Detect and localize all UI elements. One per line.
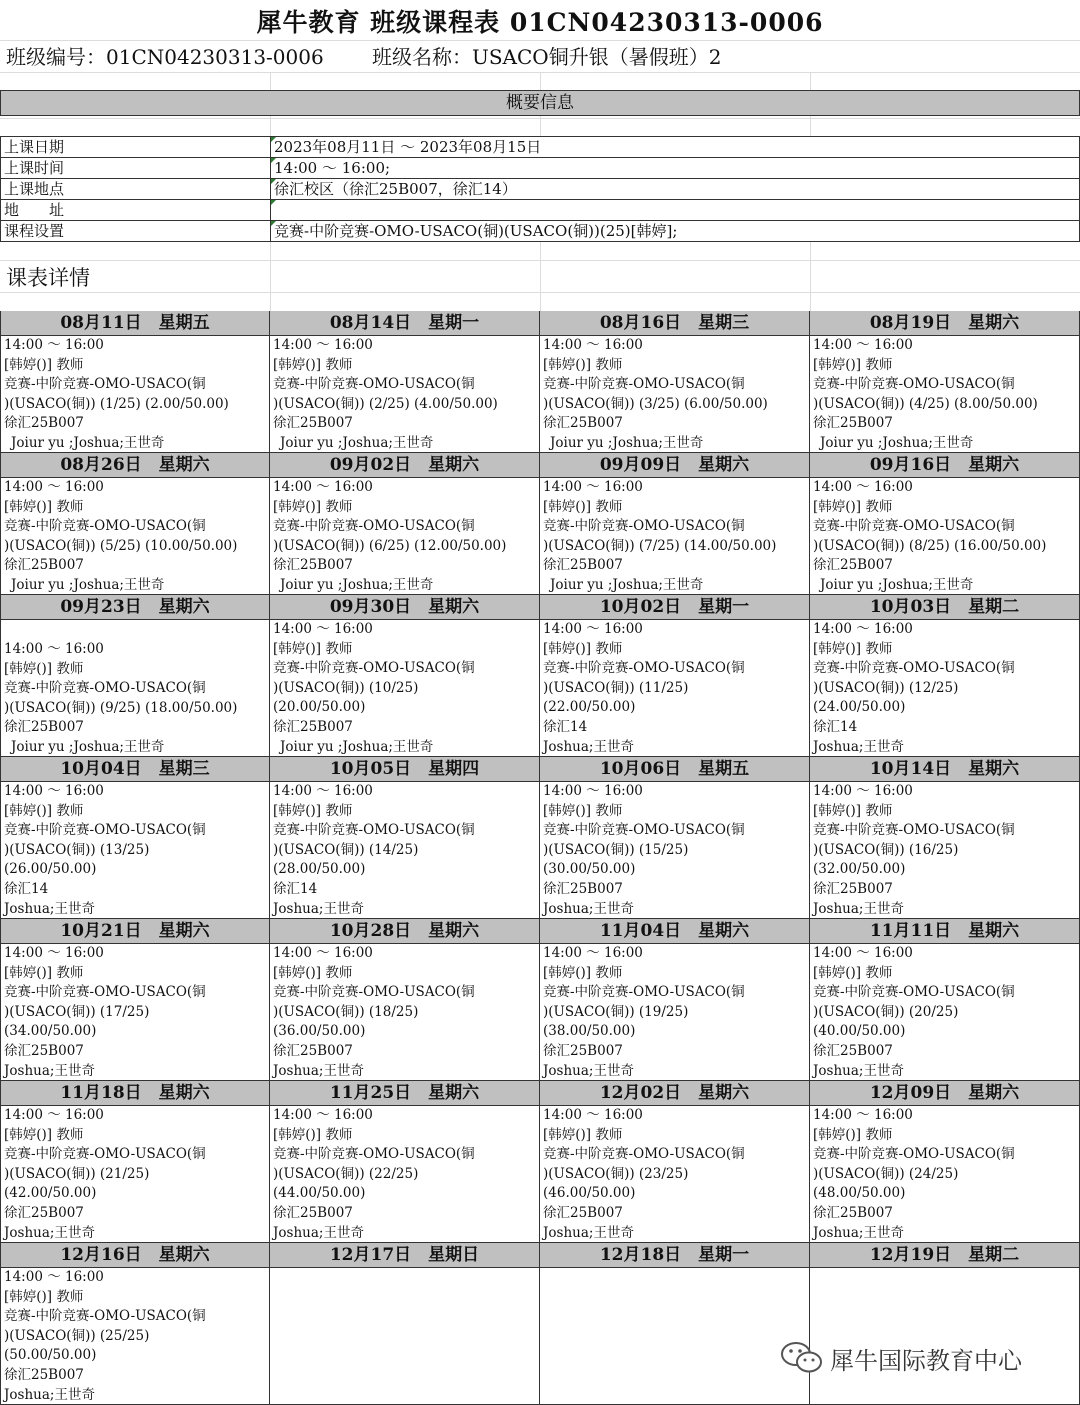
- info-row-course: [1, 221, 1079, 242]
- session-line: [韩婷()] 教师: [4, 1288, 84, 1305]
- session-line: [韩婷()] 教师: [543, 802, 623, 819]
- session-cell: [540, 311, 810, 453]
- session-line: 14:00 ～ 16:00: [273, 783, 373, 799]
- session-line: Joshua;王世奇: [813, 738, 904, 755]
- session-date: 11月11日 星期六: [810, 919, 1079, 944]
- session-line: 徐汇25B007: [4, 1042, 84, 1059]
- session-date: 10月04日 星期三: [1, 757, 269, 782]
- session-details: [813, 478, 1079, 595]
- session-line: )(USACO(铜)) (7/25) (14.00/50.00): [543, 537, 777, 554]
- session-line: 徐汇25B007: [4, 719, 84, 736]
- session-line: )(USACO(铜)) (15/25): [543, 841, 689, 858]
- schedule-grid: [0, 311, 1080, 1405]
- info-value: 14:00 ～ 16:00;: [274, 159, 391, 177]
- session-cell: [0, 1243, 270, 1405]
- session-line: 竞赛-中阶竞赛-OMO-USACO(铜: [543, 822, 745, 839]
- session-details: [273, 620, 539, 757]
- session-line: 14:00 ～ 16:00: [543, 621, 643, 637]
- session-line: 14:00 ～ 16:00: [273, 621, 373, 637]
- session-line: Joiur yu ;Joshua;王世奇: [280, 434, 434, 451]
- session-line: 14:00 ～ 16:00: [273, 1107, 373, 1123]
- session-details: [4, 1268, 269, 1405]
- session-date: 09月30日 星期六: [270, 595, 539, 620]
- info-label: 课程设置: [4, 222, 65, 240]
- session-line: (38.00/50.00): [543, 1023, 636, 1040]
- session-details: [813, 336, 1079, 453]
- session-line: [韩婷()] 教师: [813, 964, 893, 981]
- session-line: [韩婷()] 教师: [273, 964, 353, 981]
- session-line: 14:00 ～ 16:00: [4, 641, 104, 657]
- session-line: )(USACO(铜)) (2/25) (4.00/50.00): [273, 395, 498, 412]
- session-line: )(USACO(铜)) (1/25) (2.00/50.00): [4, 395, 229, 412]
- class-name: 班级名称：USACO铜升银（暑假班）2: [372, 45, 722, 69]
- session-line: 徐汇25B007: [543, 1204, 623, 1221]
- session-line: [韩婷()] 教师: [813, 802, 893, 819]
- session-line: 14:00 ～ 16:00: [4, 945, 104, 961]
- session-line: )(USACO(铜)) (22/25): [273, 1165, 419, 1182]
- session-cell: [270, 1243, 540, 1405]
- session-details: [273, 782, 539, 919]
- session-line: (32.00/50.00): [813, 861, 906, 878]
- session-cell: [810, 1081, 1080, 1243]
- session-line: [韩婷()] 教师: [4, 1126, 84, 1143]
- session-line: Joiur yu ;Joshua;王世奇: [550, 576, 704, 593]
- session-line: Joshua;王世奇: [273, 1224, 364, 1241]
- session-line: [韩婷()] 教师: [273, 1126, 353, 1143]
- session-line: )(USACO(铜)) (10/25): [273, 679, 419, 696]
- session-line: 徐汇25B007: [813, 415, 893, 432]
- session-line: [韩婷()] 教师: [813, 498, 893, 515]
- session-line: 徐汇14: [273, 880, 318, 897]
- session-date: 12月16日 星期六: [1, 1243, 269, 1268]
- session-date: 08月11日 星期五: [1, 311, 269, 336]
- session-cell: [540, 1243, 810, 1405]
- session-date: 10月03日 星期二: [810, 595, 1079, 620]
- session-line: 徐汇25B007: [813, 880, 893, 897]
- session-line: )(USACO(铜)) (16/25): [813, 841, 959, 858]
- session-line: 14:00 ～ 16:00: [273, 337, 373, 353]
- session-line: (22.00/50.00): [543, 699, 636, 716]
- session-date: 10月28日 星期六: [270, 919, 539, 944]
- session-cell: [270, 757, 540, 919]
- session-line: 徐汇14: [543, 718, 588, 735]
- session-line: 14:00 ～ 16:00: [813, 783, 913, 799]
- session-details: [4, 640, 269, 757]
- info-row-location: [1, 179, 1079, 200]
- session-line: Joshua;王世奇: [543, 738, 634, 755]
- session-line: 徐汇25B007: [4, 1366, 84, 1383]
- session-line: )(USACO(铜)) (19/25): [543, 1003, 689, 1020]
- session-date: 08月26日 星期六: [1, 453, 269, 478]
- info-label: 上课地点: [4, 180, 65, 198]
- summary-table: [0, 136, 1080, 242]
- session-line: 竞赛-中阶竞赛-OMO-USACO(铜: [813, 984, 1015, 1001]
- session-details: [4, 336, 269, 453]
- session-cell: [540, 595, 810, 757]
- session-line: (40.00/50.00): [813, 1023, 906, 1040]
- session-line: Joiur yu ;Joshua;王世奇: [11, 738, 165, 755]
- session-line: 14:00 ～ 16:00: [543, 479, 643, 495]
- session-line: 竞赛-中阶竞赛-OMO-USACO(铜: [543, 984, 745, 1001]
- session-line: (30.00/50.00): [543, 861, 636, 878]
- session-details: [543, 620, 809, 757]
- session-date: 10月05日 星期四: [270, 757, 539, 782]
- session-line: 竞赛-中阶竞赛-OMO-USACO(铜: [4, 518, 206, 535]
- session-line: Joshua;王世奇: [273, 1062, 364, 1079]
- session-cell: [0, 757, 270, 919]
- session-line: 14:00 ～ 16:00: [543, 783, 643, 799]
- session-line: [韩婷()] 教师: [4, 356, 84, 373]
- session-cell: [270, 311, 540, 453]
- session-line: Joshua;王世奇: [813, 900, 904, 917]
- session-line: )(USACO(铜)) (4/25) (8.00/50.00): [813, 395, 1038, 412]
- info-row-date: [1, 137, 1079, 158]
- session-line: [韩婷()] 教师: [273, 802, 353, 819]
- session-cell: [810, 595, 1080, 757]
- session-date: 11月04日 星期六: [540, 919, 809, 944]
- session-line: )(USACO(铜)) (20/25): [813, 1003, 959, 1020]
- session-line: Joiur yu ;Joshua;王世奇: [280, 738, 434, 755]
- session-line: 14:00 ～ 16:00: [4, 479, 104, 495]
- session-line: )(USACO(铜)) (23/25): [543, 1165, 689, 1182]
- session-details: [273, 944, 539, 1081]
- session-line: )(USACO(铜)) (13/25): [4, 841, 150, 858]
- session-details: [813, 782, 1079, 919]
- session-line: )(USACO(铜)) (6/25) (12.00/50.00): [273, 537, 507, 554]
- session-line: Joshua;王世奇: [4, 1224, 95, 1241]
- session-line: (42.00/50.00): [4, 1185, 97, 1202]
- session-line: [韩婷()] 教师: [273, 356, 353, 373]
- session-line: 徐汇25B007: [543, 415, 623, 432]
- session-line: 竞赛-中阶竞赛-OMO-USACO(铜: [813, 376, 1015, 393]
- summary-header: 概要信息: [0, 90, 1080, 116]
- session-line: 竞赛-中阶竞赛-OMO-USACO(铜: [4, 376, 206, 393]
- session-line: Joiur yu ;Joshua;王世奇: [280, 576, 434, 593]
- session-line: )(USACO(铜)) (24/25): [813, 1165, 959, 1182]
- session-line: Joshua;王世奇: [4, 900, 95, 917]
- session-line: [韩婷()] 教师: [273, 640, 353, 657]
- session-details: [813, 944, 1079, 1081]
- session-date: 12月17日 星期日: [270, 1243, 539, 1268]
- session-line: 竞赛-中阶竞赛-OMO-USACO(铜: [273, 1146, 475, 1163]
- session-line: (36.00/50.00): [273, 1023, 366, 1040]
- session-line: 14:00 ～ 16:00: [813, 621, 913, 637]
- session-line: (46.00/50.00): [543, 1185, 636, 1202]
- session-line: 徐汇25B007: [273, 1042, 353, 1059]
- session-cell: [0, 919, 270, 1081]
- session-line: 14:00 ～ 16:00: [4, 1107, 104, 1123]
- session-line: 14:00 ～ 16:00: [4, 783, 104, 799]
- info-value: 2023年08月11日 ～ 2023年08月15日: [274, 138, 542, 156]
- session-line: 徐汇14: [813, 718, 858, 735]
- session-line: 竞赛-中阶竞赛-OMO-USACO(铜: [273, 518, 475, 535]
- session-line: 14:00 ～ 16:00: [543, 945, 643, 961]
- session-line: 徐汇25B007: [543, 1042, 623, 1059]
- session-cell: [810, 919, 1080, 1081]
- session-line: 竞赛-中阶竞赛-OMO-USACO(铜: [273, 822, 475, 839]
- session-line: )(USACO(铜)) (21/25): [4, 1165, 150, 1182]
- session-date: 10月21日 星期六: [1, 919, 269, 944]
- cell-marker-icon: [271, 200, 276, 205]
- session-line: (24.00/50.00): [813, 699, 906, 716]
- session-cell: [810, 453, 1080, 595]
- session-line: 徐汇25B007: [543, 557, 623, 574]
- session-line: (50.00/50.00): [4, 1347, 97, 1364]
- session-details: [273, 336, 539, 453]
- session-line: 14:00 ～ 16:00: [273, 945, 373, 961]
- session-details: [543, 478, 809, 595]
- session-line: Joiur yu ;Joshua;王世奇: [550, 434, 704, 451]
- session-line: )(USACO(铜)) (11/25): [543, 679, 689, 696]
- session-line: 竞赛-中阶竞赛-OMO-USACO(铜: [273, 984, 475, 1001]
- session-line: 徐汇25B007: [273, 415, 353, 432]
- session-date: 12月09日 星期六: [810, 1081, 1079, 1106]
- session-line: 竞赛-中阶竞赛-OMO-USACO(铜: [543, 660, 745, 677]
- session-line: 竞赛-中阶竞赛-OMO-USACO(铜: [4, 1146, 206, 1163]
- session-line: 14:00 ～ 16:00: [543, 337, 643, 353]
- session-line: [韩婷()] 教师: [543, 1126, 623, 1143]
- session-date: 10月14日 星期六: [810, 757, 1079, 782]
- session-line: 竞赛-中阶竞赛-OMO-USACO(铜: [813, 822, 1015, 839]
- session-line: 竞赛-中阶竞赛-OMO-USACO(铜: [813, 1146, 1015, 1163]
- wechat-icon: [780, 1340, 824, 1376]
- session-line: 徐汇25B007: [813, 1042, 893, 1059]
- session-details: [273, 478, 539, 595]
- session-line: )(USACO(铜)) (17/25): [4, 1003, 150, 1020]
- session-date: 09月16日 星期六: [810, 453, 1079, 478]
- session-line: )(USACO(铜)) (14/25): [273, 841, 419, 858]
- session-date: 11月18日 星期六: [1, 1081, 269, 1106]
- session-line: [韩婷()] 教师: [543, 356, 623, 373]
- session-line: 14:00 ～ 16:00: [4, 337, 104, 353]
- session-line: )(USACO(铜)) (8/25) (16.00/50.00): [813, 537, 1047, 554]
- session-line: 14:00 ～ 16:00: [4, 1269, 104, 1285]
- session-details: [4, 1106, 269, 1243]
- session-line: Joshua;王世奇: [813, 1224, 904, 1241]
- session-line: 14:00 ～ 16:00: [813, 337, 913, 353]
- session-cell: [810, 311, 1080, 453]
- session-line: Joiur yu ;Joshua;王世奇: [820, 434, 974, 451]
- session-line: 竞赛-中阶竞赛-OMO-USACO(铜: [4, 984, 206, 1001]
- session-line: 竞赛-中阶竞赛-OMO-USACO(铜: [813, 660, 1015, 677]
- session-date: 08月16日 星期三: [540, 311, 809, 336]
- session-line: 徐汇25B007: [813, 1204, 893, 1221]
- session-cell: [0, 595, 270, 757]
- session-date: 09月23日 星期六: [1, 595, 269, 620]
- session-line: [韩婷()] 教师: [813, 640, 893, 657]
- session-details: [543, 1106, 809, 1243]
- session-line: 竞赛-中阶竞赛-OMO-USACO(铜: [543, 376, 745, 393]
- session-date: 09月09日 星期六: [540, 453, 809, 478]
- session-line: 徐汇25B007: [273, 718, 353, 735]
- session-line: [韩婷()] 教师: [4, 660, 84, 677]
- session-line: 竞赛-中阶竞赛-OMO-USACO(铜: [813, 518, 1015, 535]
- session-line: 徐汇25B007: [273, 1204, 353, 1221]
- session-line: (44.00/50.00): [273, 1185, 366, 1202]
- session-line: 徐汇25B007: [4, 557, 84, 574]
- info-label: 上课时间: [4, 159, 65, 177]
- session-line: Joiur yu ;Joshua;王世奇: [11, 434, 165, 451]
- session-line: 14:00 ～ 16:00: [273, 479, 373, 495]
- session-details: [543, 944, 809, 1081]
- session-line: [韩婷()] 教师: [543, 640, 623, 657]
- session-cell: [270, 919, 540, 1081]
- session-line: [韩婷()] 教师: [813, 1126, 893, 1143]
- session-line: [韩婷()] 教师: [4, 802, 84, 819]
- session-line: (34.00/50.00): [4, 1023, 97, 1040]
- session-cell: [0, 453, 270, 595]
- session-line: 竞赛-中阶竞赛-OMO-USACO(铜: [543, 518, 745, 535]
- session-date: 11月25日 星期六: [270, 1081, 539, 1106]
- session-line: 竞赛-中阶竞赛-OMO-USACO(铜: [273, 660, 475, 677]
- session-line: Joshua;王世奇: [4, 1386, 95, 1403]
- session-line: Joiur yu ;Joshua;王世奇: [11, 576, 165, 593]
- session-cell: [810, 757, 1080, 919]
- session-date: 08月19日 星期六: [810, 311, 1079, 336]
- session-line: Joiur yu ;Joshua;王世奇: [820, 576, 974, 593]
- session-line: 徐汇25B007: [543, 880, 623, 897]
- session-line: [韩婷()] 教师: [813, 356, 893, 373]
- session-line: 徐汇25B007: [4, 1204, 84, 1221]
- session-line: Joshua;王世奇: [543, 1062, 634, 1079]
- info-value: 徐汇校区（徐汇25B007，徐汇14）: [274, 180, 517, 198]
- session-line: (26.00/50.00): [4, 861, 97, 878]
- session-line: )(USACO(铜)) (12/25): [813, 679, 959, 696]
- session-details: [4, 782, 269, 919]
- session-cell: [0, 311, 270, 453]
- session-details: [4, 478, 269, 595]
- session-line: Joshua;王世奇: [4, 1062, 95, 1079]
- session-cell: [810, 1243, 1080, 1405]
- info-row-time: [1, 158, 1079, 179]
- session-line: (28.00/50.00): [273, 861, 366, 878]
- session-line: 14:00 ～ 16:00: [543, 1107, 643, 1123]
- session-line: )(USACO(铜)) (25/25): [4, 1327, 150, 1344]
- section-title: 课表详情: [6, 266, 90, 290]
- session-line: 14:00 ～ 16:00: [813, 945, 913, 961]
- session-line: Joshua;王世奇: [273, 900, 364, 917]
- session-line: [韩婷()] 教师: [543, 498, 623, 515]
- session-date: 08月14日 星期一: [270, 311, 539, 336]
- session-line: (48.00/50.00): [813, 1185, 906, 1202]
- session-line: 徐汇25B007: [4, 415, 84, 432]
- info-row-address: [1, 200, 1079, 221]
- info-label: 上课日期: [4, 138, 65, 156]
- session-cell: [270, 453, 540, 595]
- session-cell: [270, 1081, 540, 1243]
- session-line: 竞赛-中阶竞赛-OMO-USACO(铜: [4, 680, 206, 697]
- info-value: 竞赛-中阶竞赛-OMO-USACO(铜)(USACO(铜))(25)[韩婷];: [274, 222, 678, 240]
- session-details: [543, 782, 809, 919]
- session-line: Joshua;王世奇: [543, 900, 634, 917]
- session-line: 竞赛-中阶竞赛-OMO-USACO(铜: [543, 1146, 745, 1163]
- session-date: 10月02日 星期一: [540, 595, 809, 620]
- session-date: 10月06日 星期五: [540, 757, 809, 782]
- session-cell: [270, 595, 540, 757]
- session-details: [813, 1106, 1079, 1243]
- session-line: )(USACO(铜)) (9/25) (18.00/50.00): [4, 699, 238, 716]
- session-line: [韩婷()] 教师: [273, 498, 353, 515]
- session-line: Joshua;王世奇: [543, 1224, 634, 1241]
- session-details: [273, 1106, 539, 1243]
- session-line: 徐汇25B007: [813, 557, 893, 574]
- session-line: [韩婷()] 教师: [4, 498, 84, 515]
- page-title: 犀牛教育 班级课程表 01CN04230313-0006: [256, 8, 824, 37]
- info-label: 地 址: [4, 201, 65, 219]
- session-line: )(USACO(铜)) (3/25) (6.00/50.00): [543, 395, 768, 412]
- session-line: 徐汇25B007: [273, 557, 353, 574]
- session-line: )(USACO(铜)) (18/25): [273, 1003, 419, 1020]
- session-line: 竞赛-中阶竞赛-OMO-USACO(铜: [4, 822, 206, 839]
- session-details: [813, 620, 1079, 757]
- session-details: [543, 336, 809, 453]
- session-cell: [540, 453, 810, 595]
- session-line: (20.00/50.00): [273, 699, 366, 716]
- session-cell: [540, 919, 810, 1081]
- session-line: 徐汇14: [4, 880, 49, 897]
- session-date: 12月18日 星期一: [540, 1243, 809, 1268]
- session-date: 09月02日 星期六: [270, 453, 539, 478]
- session-line: [韩婷()] 教师: [4, 964, 84, 981]
- session-line: 竞赛-中阶竞赛-OMO-USACO(铜: [273, 376, 475, 393]
- watermark: [780, 1338, 1022, 1378]
- session-line: 竞赛-中阶竞赛-OMO-USACO(铜: [4, 1308, 206, 1325]
- session-line: [韩婷()] 教师: [543, 964, 623, 981]
- session-date: 12月02日 星期六: [540, 1081, 809, 1106]
- session-cell: [0, 1081, 270, 1243]
- session-date: 12月19日 星期二: [810, 1243, 1079, 1268]
- session-details: [4, 944, 269, 1081]
- session-cell: [540, 757, 810, 919]
- session-line: 14:00 ～ 16:00: [813, 479, 913, 495]
- session-cell: [540, 1081, 810, 1243]
- watermark-text: 犀牛国际教育中心: [830, 1346, 1022, 1375]
- session-line: )(USACO(铜)) (5/25) (10.00/50.00): [4, 537, 238, 554]
- session-line: Joshua;王世奇: [813, 1062, 904, 1079]
- session-line: 14:00 ～ 16:00: [813, 1107, 913, 1123]
- class-code: 班级编号：01CN04230313-0006: [6, 45, 324, 69]
